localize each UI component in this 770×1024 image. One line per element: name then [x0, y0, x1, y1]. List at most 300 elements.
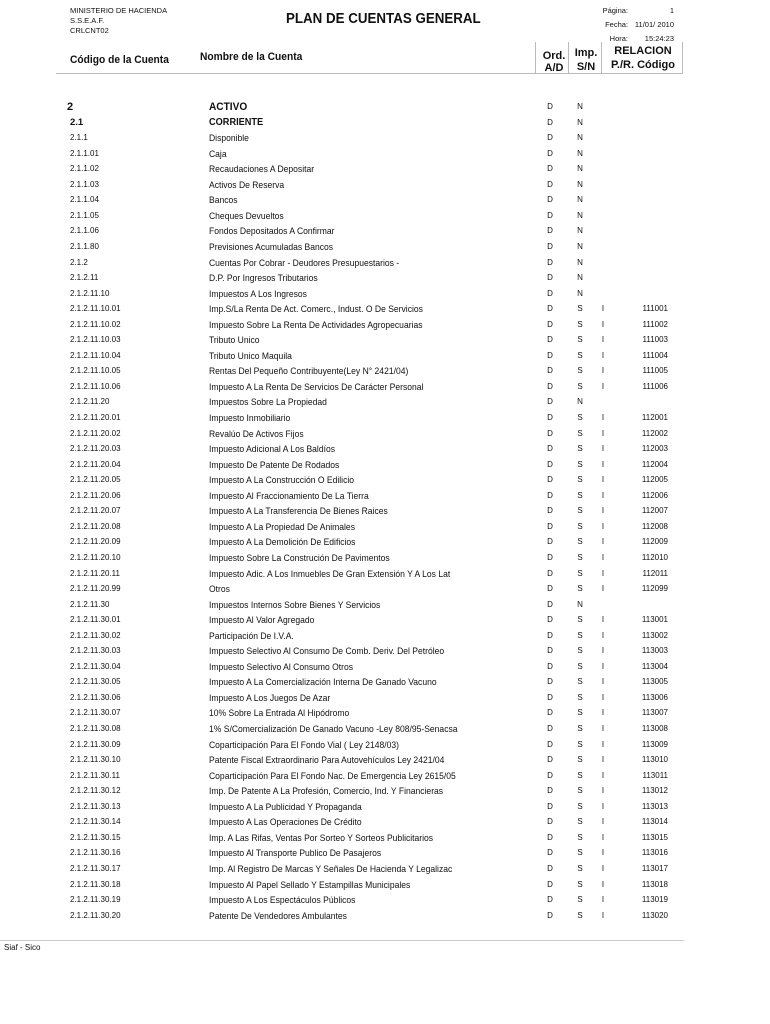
- account-name: Impuesto A La Renta De Servicios De Carácter Personal: [209, 381, 424, 392]
- account-code: 2.1.2.11.30.17: [70, 863, 121, 873]
- account-name: Impuesto Al Valor Agregado: [209, 615, 315, 626]
- account-code: 2.1.2.11.30.10: [70, 755, 121, 765]
- table-row: [0, 271, 770, 287]
- table-row: [0, 582, 770, 598]
- pr-value: I: [601, 475, 605, 485]
- imp-value: N: [577, 133, 583, 143]
- account-code: 2.1.2.11.30.03: [70, 646, 121, 656]
- relation-code: 113010: [641, 755, 668, 765]
- imp-value: S: [577, 817, 583, 827]
- pr-value: I: [601, 661, 605, 671]
- imp-value: S: [577, 739, 583, 749]
- ord-value: D: [547, 724, 553, 733]
- relation-code: 112007: [641, 506, 668, 516]
- imp-value: N: [577, 210, 583, 220]
- table-row: [0, 738, 770, 754]
- ord-value: D: [547, 288, 553, 298]
- relation-code: 112004: [641, 459, 668, 469]
- account-name: Impuestos Sobre La Propiedad: [209, 397, 327, 408]
- ord-value: D: [547, 848, 553, 858]
- table-row: [0, 551, 770, 567]
- table-row: [0, 318, 770, 334]
- account-name: Rentas Del Pequeño Contribuyente(Ley N° 2421/04): [209, 366, 409, 377]
- account-name: Cuentas Por Cobrar - Deudores Presupuestarios -: [209, 257, 400, 268]
- imp-value: S: [577, 304, 583, 314]
- relation-code: 113015: [641, 832, 668, 842]
- ord-value: D: [547, 102, 553, 111]
- account-code: 2.1.2.11.30.18: [70, 879, 121, 889]
- pr-value: I: [601, 521, 605, 531]
- imp-value: S: [577, 661, 583, 671]
- ord-value: D: [547, 117, 553, 127]
- relation-code: 111002: [642, 319, 668, 329]
- ord-value: D: [547, 863, 553, 873]
- pr-value: I: [601, 413, 605, 422]
- imp-value: S: [577, 895, 583, 905]
- account-name: Impuesto Inmobiliario: [209, 413, 291, 423]
- table-row: [0, 722, 770, 738]
- date-label: Fecha:: [605, 20, 628, 29]
- pr-value: I: [601, 895, 605, 905]
- account-code: 2.1.2.11.10: [70, 288, 110, 298]
- table-row: [0, 660, 770, 676]
- table-row: [0, 209, 770, 225]
- account-code: 2.1.2.11.30.15: [70, 832, 121, 842]
- relation-code: 111003: [642, 335, 668, 345]
- account-code: 2.1.2.11.30.04: [70, 661, 121, 671]
- account-code: 2.1.2.11.10.02: [70, 319, 121, 329]
- relation-code: 113016: [641, 848, 668, 858]
- imp-value: S: [577, 490, 583, 500]
- time-value: 15:24:23: [644, 34, 674, 43]
- imp-value: S: [577, 413, 583, 422]
- pr-value: I: [601, 692, 605, 702]
- imp-value: N: [577, 288, 583, 298]
- account-name: Coparticipación Para El Fondo Nac. De Emergencia Ley 2615/05: [209, 770, 456, 781]
- table-row: [0, 567, 770, 583]
- account-name: Tributo Unico Maquila: [209, 350, 292, 361]
- imp-value: N: [577, 102, 583, 111]
- imp-value: N: [577, 599, 583, 609]
- imp-value: N: [577, 397, 583, 407]
- pr-value: I: [601, 459, 605, 469]
- imp-value: S: [577, 692, 583, 702]
- account-code: 2.1.2.11.30.11: [70, 770, 120, 780]
- account-code: 2.1.2.11: [70, 273, 99, 283]
- account-code: 2.1: [70, 116, 84, 128]
- table-row: [0, 287, 770, 303]
- table-row: [0, 224, 770, 240]
- relation-code: 113012: [641, 786, 668, 796]
- account-code: 2.1.2.11.20.02: [70, 428, 121, 438]
- imp-value: S: [577, 381, 583, 391]
- table-row: [0, 100, 770, 116]
- account-name: Imp. De Patente A La Profesión, Comercio, Ind. Y Financieras: [209, 786, 444, 797]
- pr-value: I: [601, 863, 605, 873]
- table-row: [0, 411, 770, 427]
- table-row: [0, 753, 770, 769]
- imp-value: S: [577, 506, 583, 516]
- imp-value: S: [577, 801, 583, 811]
- relation-code: 112002: [641, 428, 668, 438]
- account-name: Coparticipación Para El Fondo Vial ( Ley 2148/03): [209, 739, 400, 750]
- relation-code: 112010: [641, 552, 668, 562]
- relation-code: 111005: [642, 366, 668, 376]
- account-code: 2.1.2: [70, 257, 88, 267]
- ord-value: D: [547, 755, 553, 765]
- ord-value: D: [547, 910, 553, 920]
- column-header-name: Nombre de la Cuenta: [200, 51, 303, 63]
- column-header-relation-sub: [605, 58, 681, 72]
- account-code: 2.1.2.11.20.08: [70, 521, 121, 531]
- account-code: 2.1.2.11.10.06: [70, 381, 121, 391]
- pr-value: I: [601, 568, 605, 578]
- table-row: [0, 893, 770, 909]
- table-header: [56, 42, 682, 76]
- imp-value: S: [577, 755, 583, 765]
- ord-value: D: [547, 677, 553, 687]
- ord-value: D: [547, 552, 553, 562]
- date-value: 11/01/ 2010: [634, 20, 674, 29]
- account-code: 2.1.2.11.30.12: [70, 786, 121, 796]
- table-row: [0, 364, 770, 380]
- account-name: Impuesto A Los Espectáculos Públicos: [209, 895, 356, 906]
- relation-code: 112006: [641, 490, 668, 500]
- pr-value: I: [601, 832, 605, 842]
- account-name: Impuesto A Las Operaciones De Crédito: [209, 817, 362, 828]
- imp-value: N: [577, 148, 583, 158]
- footer-label: Siaf - Sico: [4, 943, 41, 952]
- imp-value: S: [577, 879, 583, 889]
- pr-value: I: [601, 879, 605, 889]
- relation-code: 113014: [641, 817, 668, 827]
- pr-value: I: [601, 770, 605, 780]
- account-code: 2.1.2.11.30.08: [70, 724, 121, 733]
- ord-value: D: [547, 413, 553, 422]
- account-code: 2.1.1.01: [70, 148, 99, 158]
- time-label: Hora:: [609, 34, 628, 43]
- imp-value: S: [577, 677, 583, 687]
- account-code: 2.1.1.80: [70, 241, 99, 251]
- table-row: [0, 473, 770, 489]
- column-header-cod-label: Código: [637, 59, 675, 71]
- account-code: 2.1.2.11.20.09: [70, 537, 121, 547]
- ord-value: D: [547, 459, 553, 469]
- account-name: Cheques Devueltos: [209, 210, 284, 221]
- table-row: [0, 691, 770, 707]
- table-row: [0, 116, 770, 132]
- account-name: 1% S/Comercialización De Ganado Vacuno -Ley 808/95-Senacsa: [209, 724, 458, 734]
- account-name: Caja: [209, 148, 227, 159]
- ord-value: D: [547, 241, 553, 251]
- ord-value: D: [547, 537, 553, 547]
- pr-value: I: [601, 506, 605, 516]
- column-header-ord-label: Ord.: [542, 50, 566, 62]
- imp-value: S: [577, 863, 583, 873]
- column-header-relation: [605, 44, 681, 72]
- imp-value: S: [577, 350, 583, 360]
- account-code: 2.1.2.11.20: [70, 397, 110, 407]
- relation-code: 113018: [641, 879, 668, 889]
- account-name: Otros: [209, 584, 230, 595]
- relation-code: 112003: [641, 444, 668, 454]
- account-code: 2.1.1.06: [70, 226, 99, 236]
- ord-value: D: [547, 879, 553, 889]
- account-name: Impuesto A La Demolición De Edificios: [209, 537, 356, 548]
- table-row: [0, 162, 770, 178]
- account-name: D.P. Por Ingresos Tributarios: [209, 273, 318, 284]
- table-row: [0, 784, 770, 800]
- table-row: [0, 442, 770, 458]
- relation-code: 113020: [641, 910, 668, 920]
- ord-value: D: [547, 817, 553, 827]
- account-code: 2.1.2.11.30: [70, 599, 110, 609]
- imp-value: S: [577, 770, 583, 780]
- account-name: Imp.S/La Renta De Act. Comerc., Indust. O De Servicios: [209, 304, 423, 315]
- account-code: 2.1.2.11.10.01: [70, 304, 121, 314]
- ord-value: D: [547, 895, 553, 905]
- pr-value: I: [601, 335, 605, 345]
- imp-value: S: [577, 786, 583, 796]
- pr-value: I: [601, 786, 605, 796]
- account-name: Tributo Unico: [209, 335, 260, 346]
- account-code: 2.1.2.11.30.02: [70, 630, 121, 640]
- table-row: [0, 675, 770, 691]
- account-code: 2.1.2.11.30.01: [70, 615, 121, 625]
- account-name: Revalúo De Activos Fijos: [209, 428, 304, 439]
- relation-code: 113003: [641, 646, 668, 656]
- ord-value: D: [547, 832, 553, 842]
- table-row: [0, 862, 770, 878]
- table-row: [0, 380, 770, 396]
- footer-divider: [0, 940, 684, 941]
- ord-value: D: [547, 584, 553, 594]
- imp-value: S: [577, 724, 583, 733]
- relation-code: 113009: [641, 739, 668, 749]
- pr-value: I: [601, 350, 605, 360]
- account-name: Imp. Al Registro De Marcas Y Señales De Hacienda Y Legalizac: [209, 863, 453, 874]
- column-header-code: Código de la Cuenta: [70, 54, 169, 66]
- account-name: Patente De Vendedores Ambulantes: [209, 910, 347, 921]
- ord-value: D: [547, 692, 553, 702]
- column-header-imp-label: Imp.: [574, 47, 598, 59]
- account-name: Impuesto A Los Juegos De Azar: [209, 692, 331, 703]
- imp-value: S: [577, 521, 583, 531]
- column-header-ord: [539, 50, 569, 74]
- imp-value: S: [577, 832, 583, 842]
- account-name: Impuesto Sobre La Construción De Pavimentos: [209, 552, 390, 563]
- account-name: CORRIENTE: [209, 116, 264, 128]
- account-code: 2.1.2.11.30.20: [70, 910, 121, 920]
- imp-value: S: [577, 319, 583, 329]
- account-code: 2.1.2.11.20.06: [70, 490, 121, 500]
- report-title: PLAN DE CUENTAS GENERAL: [286, 11, 481, 27]
- pr-value: I: [601, 708, 605, 718]
- ord-value: D: [547, 568, 553, 578]
- account-name: Impuesto Adic. A Los Inmuebles De Gran Extensión Y A Los Lat: [209, 568, 451, 579]
- ord-value: D: [547, 397, 553, 407]
- relation-code: 113011: [642, 770, 668, 780]
- table-row: [0, 193, 770, 209]
- imp-value: S: [577, 708, 583, 718]
- column-header-sn-label: S/N: [576, 61, 596, 73]
- account-name: Impuesto Selectivo Al Consumo Otros: [209, 661, 354, 672]
- account-name: Disponible: [209, 133, 249, 144]
- ord-value: D: [547, 304, 553, 314]
- relation-code: 111006: [642, 381, 668, 391]
- table-row: [0, 520, 770, 536]
- relation-code: 111001: [642, 304, 668, 314]
- imp-value: S: [577, 428, 583, 438]
- imp-value: S: [577, 615, 583, 625]
- ord-value: D: [547, 475, 553, 485]
- account-code: 2.1.1.03: [70, 179, 99, 189]
- imp-value: S: [577, 568, 583, 578]
- account-code: 2.1.1: [70, 133, 88, 143]
- pr-value: I: [601, 490, 605, 500]
- table-row: [0, 147, 770, 163]
- table-row: [0, 256, 770, 272]
- account-name: 10% Sobre La Entrada Al Hipódromo: [209, 708, 350, 719]
- account-code: 2.1.2.11.20.10: [70, 552, 121, 562]
- ord-value: D: [547, 599, 553, 609]
- relation-code: 113017: [641, 863, 668, 873]
- imp-value: S: [577, 630, 583, 640]
- imp-value: S: [577, 444, 583, 454]
- table-row: [0, 349, 770, 365]
- account-code: 2.1.1.04: [70, 195, 99, 205]
- account-name: Impuesto Adicional A Los Baldíos: [209, 444, 336, 455]
- imp-value: S: [577, 910, 583, 920]
- pr-value: I: [601, 724, 605, 733]
- pr-value: I: [601, 366, 605, 376]
- account-code: 2.1.2.11.30.05: [70, 677, 121, 687]
- imp-value: S: [577, 552, 583, 562]
- table-row: [0, 131, 770, 147]
- account-code: 2.1.2.11.20.05: [70, 475, 121, 485]
- account-code: 2.1.2.11.30.14: [70, 817, 121, 827]
- pr-value: I: [601, 677, 605, 687]
- account-name: Impuesto A La Propiedad De Animales: [209, 521, 355, 532]
- relation-code: 113019: [641, 895, 668, 905]
- table-row: [0, 333, 770, 349]
- account-code: 2.1.2.11.10.03: [70, 335, 121, 345]
- account-name: Impuesto A La Publicidad Y Propaganda: [209, 801, 362, 812]
- pr-value: I: [601, 444, 605, 454]
- account-code: 2.1.2.11.30.16: [70, 848, 121, 858]
- pr-value: I: [601, 552, 605, 562]
- table-row: [0, 878, 770, 894]
- table-row: [0, 706, 770, 722]
- account-name: Impuestos Internos Sobre Bienes Y Servicios: [209, 599, 381, 610]
- ord-value: D: [547, 490, 553, 500]
- pr-value: I: [601, 739, 605, 749]
- table-row: [0, 815, 770, 831]
- account-code: 2: [67, 101, 74, 113]
- relation-code: 113001: [641, 615, 668, 625]
- report-code: CRLCNT02: [70, 26, 109, 35]
- account-code: 2.1.2.11.30.09: [70, 739, 121, 749]
- imp-value: S: [577, 459, 583, 469]
- table-row: [0, 629, 770, 645]
- pr-value: I: [601, 910, 605, 920]
- account-name: Activos De Reserva: [209, 179, 285, 190]
- table-row: [0, 598, 770, 614]
- ord-value: D: [547, 786, 553, 796]
- table-row: [0, 769, 770, 785]
- pr-value: I: [601, 646, 605, 656]
- ord-value: D: [547, 770, 553, 780]
- column-header-relation-label: RELACION: [614, 45, 672, 57]
- ord-value: D: [547, 801, 553, 811]
- ord-value: D: [547, 708, 553, 718]
- table-row: [0, 504, 770, 520]
- relation-code: 112008: [641, 521, 668, 531]
- pr-value: I: [601, 755, 605, 765]
- account-code: 2.1.2.11.20.99: [70, 584, 121, 594]
- account-code: 2.1.1.05: [70, 210, 99, 220]
- imp-value: S: [577, 584, 583, 594]
- table-row: [0, 909, 770, 925]
- pr-value: I: [601, 304, 605, 314]
- account-name: ACTIVO: [209, 101, 248, 113]
- imp-value: N: [577, 164, 583, 174]
- account-name: Impuesto Sobre La Renta De Actividades Agropecuarias: [209, 319, 423, 330]
- table-row: [0, 800, 770, 816]
- ord-value: D: [547, 210, 553, 220]
- account-name: Imp. A Las Rifas, Ventas Por Sorteo Y Sorteos Publicitarios: [209, 832, 434, 843]
- ord-value: D: [547, 381, 553, 391]
- relation-code: 112001: [641, 413, 668, 422]
- account-name: Bancos: [209, 195, 238, 206]
- account-code: 2.1.2.11.20.04: [70, 459, 121, 469]
- account-code: 2.1.2.11.30.19: [70, 895, 121, 905]
- account-name: Impuesto De Patente De Rodados: [209, 459, 340, 470]
- account-code: 2.1.2.11.30.07: [70, 708, 121, 718]
- table-row: [0, 458, 770, 474]
- ord-value: D: [547, 148, 553, 158]
- ord-value: D: [547, 444, 553, 454]
- account-name: Impuesto Al Papel Sellado Y Estampillas Municipales: [209, 879, 411, 890]
- account-name: Recaudaciones A Depositar: [209, 164, 315, 175]
- relation-code: 113013: [641, 801, 668, 811]
- imp-value: N: [577, 257, 583, 267]
- account-name: Impuesto Al Fraccionamiento De La Tierra: [209, 490, 369, 501]
- pr-value: I: [601, 319, 605, 329]
- ord-value: D: [547, 739, 553, 749]
- relation-code: 112009: [641, 537, 668, 547]
- table-row: [0, 613, 770, 629]
- table-row: [0, 489, 770, 505]
- relation-code: 113005: [641, 677, 668, 687]
- pr-value: I: [601, 848, 605, 858]
- account-name: Impuesto A La Construcción O Edilicio: [209, 475, 355, 486]
- imp-value: N: [577, 179, 583, 189]
- column-header-pr-label: P./R.: [611, 59, 635, 71]
- account-name: Participación De I.V.A.: [209, 630, 294, 641]
- pr-value: I: [601, 630, 605, 640]
- table-row: [0, 535, 770, 551]
- imp-value: S: [577, 366, 583, 376]
- imp-value: N: [577, 273, 583, 283]
- pr-value: I: [601, 381, 605, 391]
- account-name: Impuesto A La Transferencia De Bienes Raices: [209, 506, 388, 517]
- relation-code: 113008: [641, 724, 668, 733]
- table-row: [0, 178, 770, 194]
- ord-value: D: [547, 506, 553, 516]
- table-row: [0, 644, 770, 660]
- pr-value: I: [601, 537, 605, 547]
